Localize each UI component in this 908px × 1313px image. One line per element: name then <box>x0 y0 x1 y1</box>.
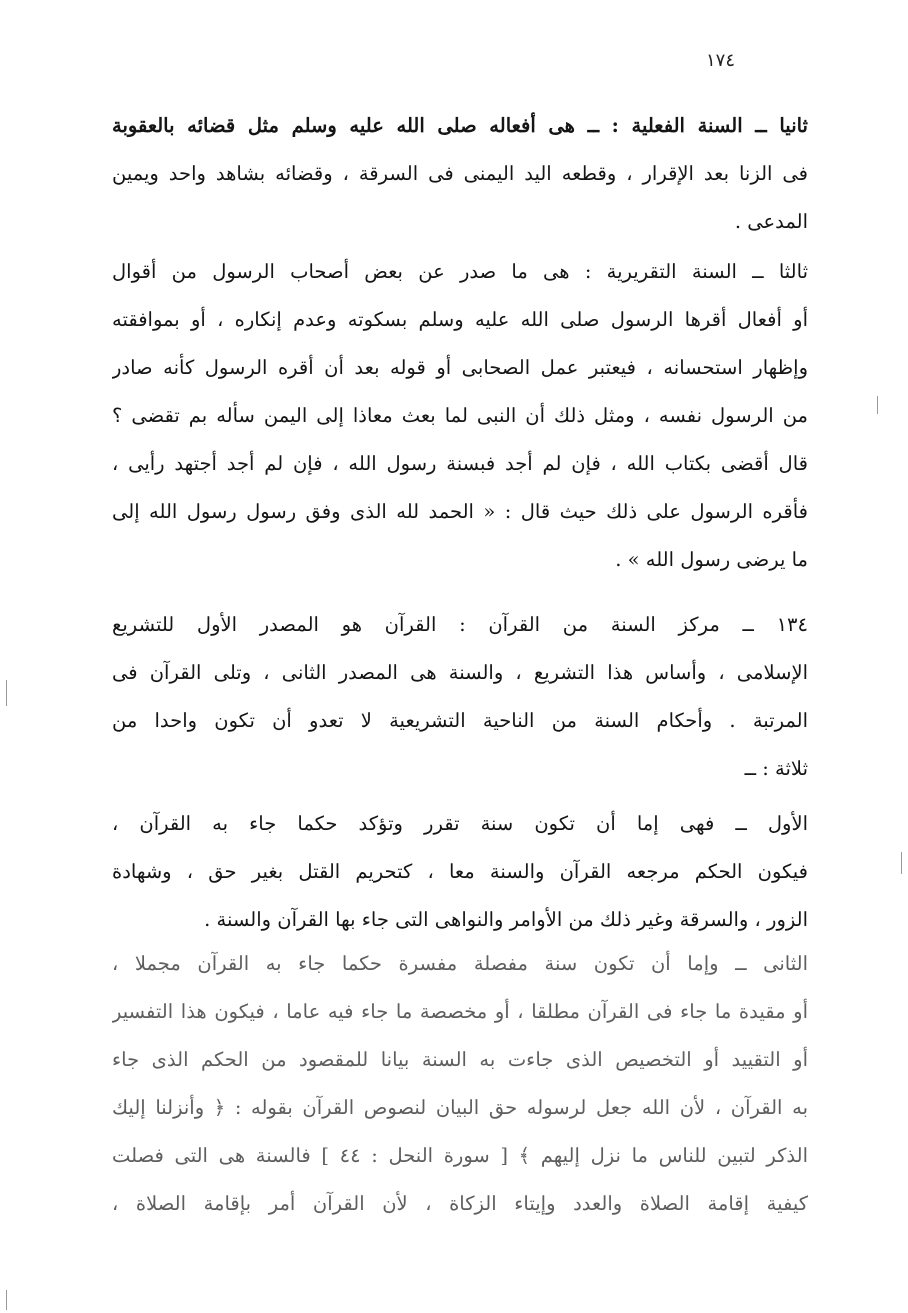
text-line: فأقره الرسول على ذلك حيث قال : « الحمد لله الذى وفق رسول رسول الله إلى <box>112 500 808 523</box>
text-line: الزور ، والسرقة وغير ذلك من الأوامر والنواهى التى جاء بها القرآن والسنة . <box>204 908 808 931</box>
scan-edge-mark <box>877 396 878 414</box>
page-number: ١٧٤ <box>706 50 736 71</box>
text-line: فيكون الحكم مرجعه القرآن والسنة معا ، كتحريم القتل بغير حق ، وشهادة <box>112 860 808 883</box>
paragraph-sunnah-approval <box>112 248 808 584</box>
paragraph-first-type <box>112 800 808 944</box>
text-line: الإسلامى ، وأساس هذا التشريع ، والسنة هى المصدر الثانى ، وتلى القرآن فى <box>112 661 808 684</box>
section-heading-line: ١٣٤ ــ مركز السنة من القرآن : القرآن هو المصدر الأول للتشريع <box>112 613 808 636</box>
text-line: المدعى . <box>734 210 808 233</box>
text-line: الذكر لتبين للناس ما نزل إليهم ﴾ [ سورة النحل : ٤٤ ] فالسنة هى التى فصلت <box>112 1144 808 1167</box>
scan-edge-mark <box>6 680 7 706</box>
paragraph-sunnah-actions <box>112 102 808 246</box>
scan-edge-mark <box>901 852 902 874</box>
scan-edge-mark <box>6 1290 7 1310</box>
text-line: كيفية إقامة الصلاة والعدد وإيتاء الزكاة ، لأن القرآن أمر بإقامة الصلاة ، <box>112 1192 808 1215</box>
text-line: ثلاثة : ــ <box>744 757 808 780</box>
text-line: ما يرضى رسول الله » . <box>615 548 808 571</box>
text-line: قال أقضى بكتاب الله ، فإن لم أجد فبسنة رسول الله ، فإن لم أجد أجتهد رأيى ، <box>112 452 808 475</box>
text-line: الثانى ــ وإما أن تكون سنة مفصلة مفسرة حكما جاء به القرآن مجملا ، <box>112 952 808 975</box>
text-line: ثالثا ــ السنة التقريرية : هى ما صدر عن بعض أصحاب الرسول من أقوال <box>112 260 808 283</box>
text-line: أو مقيدة ما جاء فى القرآن مطلقا ، أو مخصصة ما جاء فيه عاما ، فيكون هذا التفسير <box>112 1000 808 1023</box>
text-line: الأول ــ فهى إما أن تكون سنة تقرر وتؤكد حكما جاء به القرآن ، <box>112 812 808 835</box>
text-line: فى الزنا بعد الإقرار ، وقطعه اليد اليمنى فى السرقة ، وقضائه بشاهد واحد ويمين <box>112 162 808 185</box>
text-line: ثانيا ــ السنة الفعلية : ــ هى أفعاله صلى الله عليه وسلم مثل قضائه بالعقوبة <box>112 114 808 137</box>
text-line: وإظهار استحسانه ، فيعتبر عمل الصحابى أو قوله بعد أن أقره الرسول كأنه صادر <box>112 356 808 379</box>
text-line: به القرآن ، لأن الله جعل لرسوله حق البيان لنصوص القرآن بقوله : ﴿ وأنزلنا إليك <box>112 1096 808 1119</box>
text-line: أو أفعال أقرها الرسول صلى الله عليه وسلم بسكوته وعدم إنكاره ، أو بموافقته <box>112 308 808 331</box>
paragraph-second-type <box>112 940 808 1228</box>
section-134 <box>112 601 808 793</box>
text-line: من الرسول نفسه ، ومثل ذلك أن النبى لما بعث معاذا إلى اليمن سأله بم تقضى ؟ <box>112 404 808 427</box>
text-line: المرتبة . وأحكام السنة من الناحية التشريعية لا تعدو أن تكون واحدا من <box>112 709 808 732</box>
text-line: أو التقييد أو التخصيص الذى جاءت به السنة بيانا للمقصود من الحكم الذى جاء <box>112 1048 808 1071</box>
